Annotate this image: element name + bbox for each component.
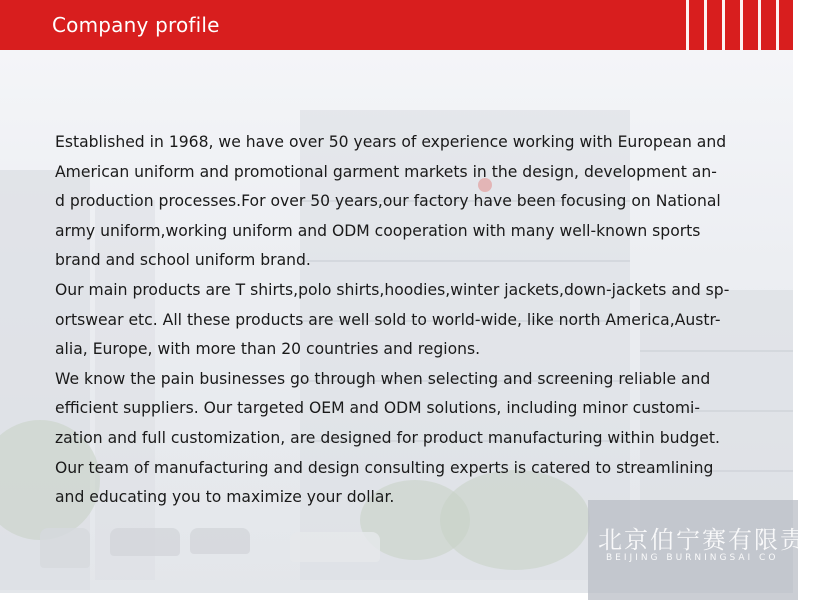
text-line: d production processes.For over 50 years,our factory have been focusing on National (55, 192, 721, 211)
text-line: ortswear etc. All these products are well sold to world-wide, like north America,Austr- (55, 310, 721, 329)
text-line: We know the pain businesses go through when selecting and screening reliable and (55, 369, 711, 388)
text-line: alia, Europe, with more than 20 countries and regions. (55, 340, 481, 359)
text-line: and educating you to maximize your dollar. (55, 488, 395, 507)
header-bar (0, 0, 793, 50)
company-profile-text (55, 128, 755, 513)
company-sign-chinese: 北京伯宁赛有限责任 (598, 526, 832, 554)
car (290, 532, 380, 562)
text-line: zation and full customization, are designed for product manufacturing within budget. (55, 428, 720, 447)
text-line: American uniform and promotional garment markets in the design, development an- (55, 162, 717, 181)
text-line: brand and school uniform brand. (55, 251, 311, 270)
text-line: Our team of manufacturing and design consulting experts is catered to streamlining (55, 458, 714, 477)
text-line: Our main products are T shirts,polo shirts,hoodies,winter jackets,down-jackets and sp- (55, 280, 730, 299)
text-line: Established in 1968, we have over 50 years of experience working with European and (55, 133, 727, 151)
text-line: army uniform,working uniform and ODM cooperation with many well-known sports (55, 221, 701, 240)
header-stripes-decoration (678, 0, 793, 50)
company-sign-english: BEIJING BURNINGSAI CO (606, 553, 779, 563)
text-line: efficient suppliers. Our targeted OEM and ODM solutions, including minor customi- (55, 399, 701, 418)
page-title: Company profile (52, 13, 220, 37)
car (110, 528, 180, 556)
truck (40, 528, 90, 568)
car (190, 528, 250, 554)
